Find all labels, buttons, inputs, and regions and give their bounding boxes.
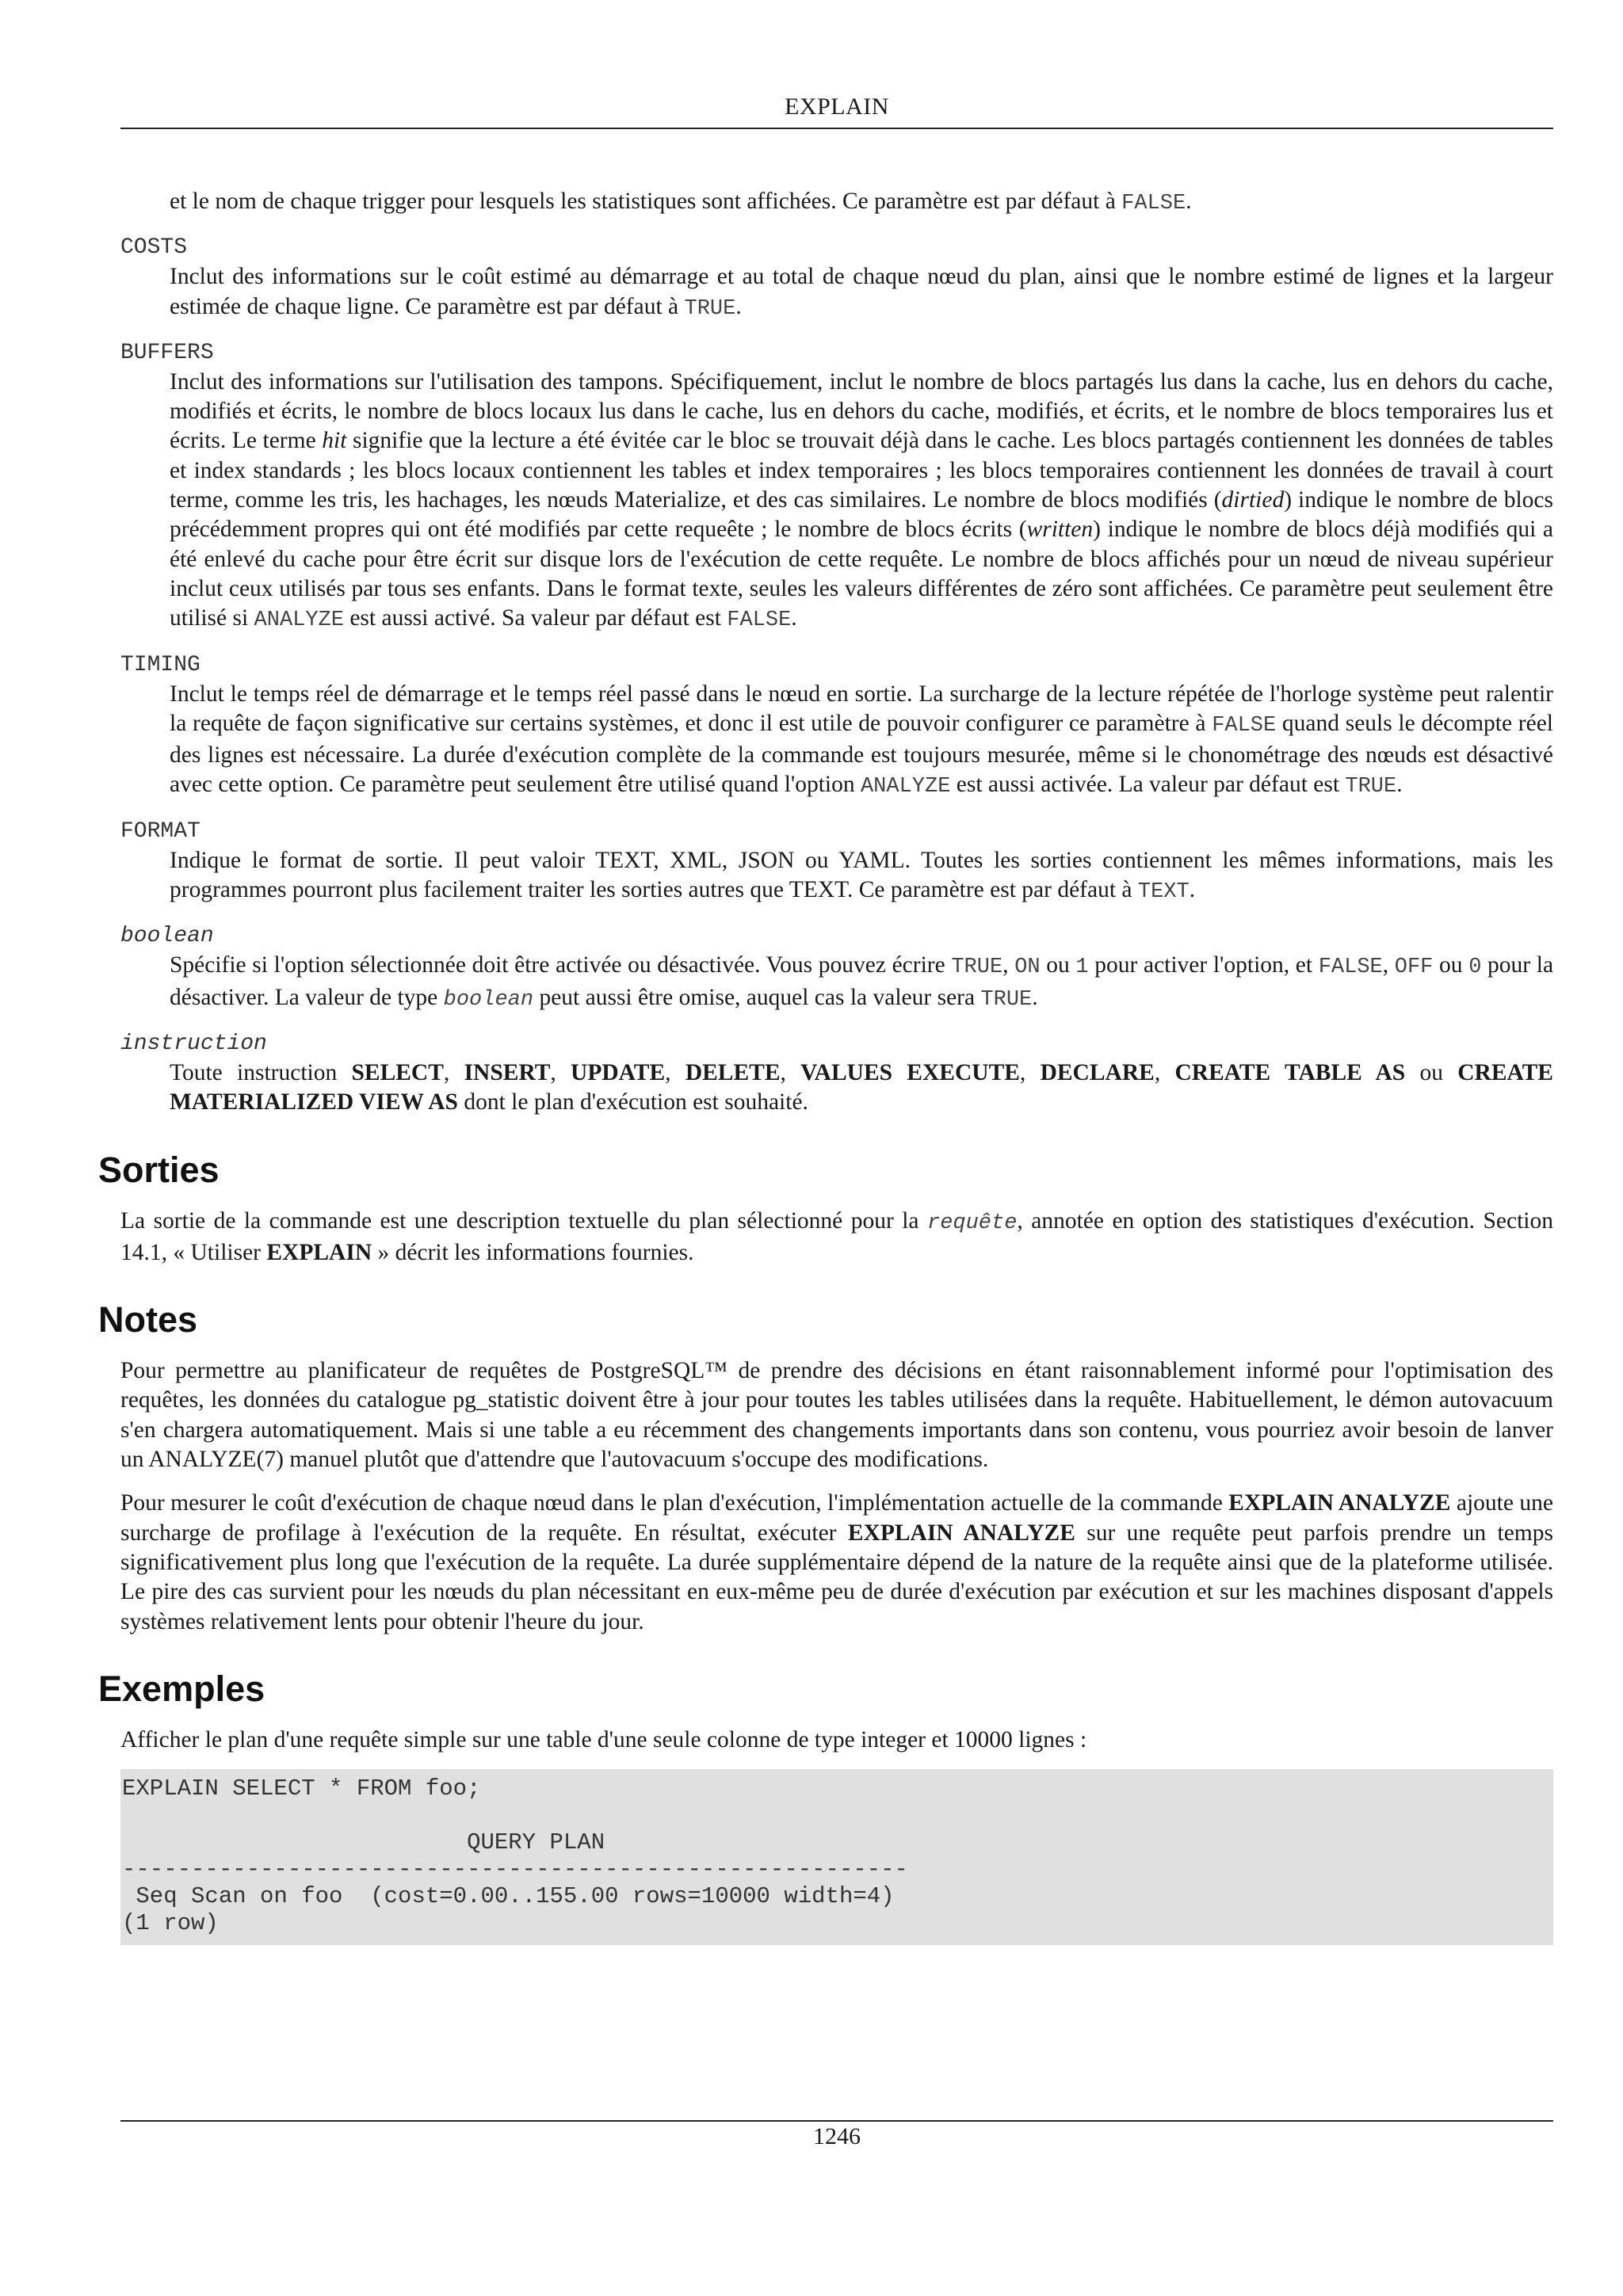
param-term-format: FORMAT bbox=[120, 818, 200, 844]
param-desc-boolean: Spécifie si l'option sélectionnée doit être activée ou désactivée. Vous pouvez écrire TRUE, ON ou 1 pour activer l'option, et FALSE, OFF ou 0 pour la désactiver. La valeur de type boolean peut aussi être omise, auquel cas la valeur sera TRUE. bbox=[170, 952, 1554, 1012]
section-heading-sorties: Sorties bbox=[98, 1149, 220, 1190]
param-term-timing: TIMING bbox=[120, 652, 200, 677]
running-header: EXPLAIN bbox=[785, 93, 889, 120]
document-page bbox=[98, 0, 1554, 2296]
notes-paragraph-2: Pour mesurer le coût d'exécution de chaque nœud dans le plan d'exécution, l'implémentation actuelle de la commande EXPLAIN ANALYZE ajoute une surcharge de profilage à l'exécution de la requête. En résultat, exécuter EXPLAIN ANALYZE sur une requête peut parfois prendre un temps significativement plus long que l'exécution de la requête. La durée supplémentaire dépend de la nature de la requête ainsi que de la plateforme utilisée. Le pire des cas survient pour les nœuds du plan nécessitant en eux-même peu de durée d'exécution par exécution et sur les machines disposant d'appels systèmes relativement lents pour obtenir l'heure du jour. bbox=[120, 1490, 1553, 1634]
param-term-boolean: boolean bbox=[120, 924, 214, 949]
page-body bbox=[98, 187, 1554, 1945]
param-term-instruction: instruction bbox=[120, 1031, 267, 1056]
param-desc-format: Indique le format de sortie. Il peut valoir TEXT, XML, JSON ou YAML. Toutes les sorties contiennent les mêmes informations, mais les programmes pourront plus facilement traiter les sorties autres que TEXT. Ce paramètre est par défaut à TEXT. bbox=[170, 847, 1553, 905]
trigger-continuation: et le nom de chaque trigger pour lesquels les statistiques sont affichées. Ce paramètre est par défaut à FALSE. bbox=[170, 189, 1192, 215]
param-term-buffers: BUFFERS bbox=[120, 340, 214, 365]
param-desc-instruction: Toute instruction SELECT, INSERT, UPDATE, DELETE, VALUES EXECUTE, DECLARE, CREATE TABLE AS ou CREATE MATERIALIZED VIEW AS dont le plan d'exécution est souhaité. bbox=[170, 1059, 1553, 1116]
exemples-intro: Afficher le plan d'une requête simple sur une table d'une seule colonne de type integer et 10000 lignes : bbox=[120, 1726, 1087, 1753]
code-example: EXPLAIN SELECT * FROM foo; QUERY PLAN --------------------------------------------------------- Seq Scan on foo (cost=0.00..155.00 rows=10000 width=4) (1 row) bbox=[120, 1769, 1553, 1945]
notes-paragraph-1: Pour permettre au planificateur de requêtes de PostgreSQL™ de prendre des décisions en étant raisonnablement informé pour l'optimisation des requêtes, les données du catalogue pg_statistic doivent être à jour pour toutes les tables utilisées dans la requête. Habituellement, le démon autovacuum s'en chargera automatiquement. Mais si une table a eu récemment des changements importants dans son contenu, vous pourriez avoir besoin de lanver un ANALYZE(7) manuel plutôt que d'attendre que l'autovacuum s'occupe des modifications. bbox=[120, 1358, 1553, 1473]
page-number: 1246 bbox=[813, 2123, 861, 2149]
param-desc-costs: Inclut des informations sur le coût estimé au démarrage et au total de chaque nœud du plan, ainsi que le nombre estimé de lignes et la largeur estimée de chaque ligne. Ce paramètre est par défaut à TRUE. bbox=[170, 264, 1553, 321]
footer-rule bbox=[120, 2120, 1553, 2122]
section-sorties bbox=[120, 1207, 1553, 1268]
section-heading-exemples: Exemples bbox=[98, 1668, 265, 1709]
sorties-paragraph: La sortie de la commande est une description textuelle du plan sélectionné pour la requête, annotée en option des statistiques d'exécution. Section 14.1, « Utiliser EXPLAIN » décrit les informations fournies. bbox=[120, 1207, 1554, 1265]
section-exemples bbox=[120, 1726, 1553, 1945]
section-heading-notes: Notes bbox=[98, 1299, 198, 1341]
param-desc-timing: Inclut le temps réel de démarrage et le temps réel passé dans le nœud en sortie. La surcharge de la lecture répétée de l'horloge système peut ralentir la requête de façon significative sur certains systèmes, et donc il est utile de pouvoir configurer ce paramètre à FALSE quand seuls le décompte réel des lignes est nécessaire. La durée d'exécution complète de la commande est toujours mesurée, même si le chonométrage des nœuds est désactivé avec cette option. Ce paramètre peut seulement être utilisé quand l'option ANALYZE est aussi activée. La valeur par défaut est TRUE. bbox=[170, 681, 1554, 799]
section-notes bbox=[120, 1356, 1553, 1637]
param-desc-buffers: Inclut des informations sur l'utilisation des tampons. Spécifiquement, inclut le nombre de blocs partagés lus dans la cache, lus en dehors du cache, modifiés et écrits, le nombre de blocs locaux lus dans le cache, lus en dehors du cache, modifiés, et écrits, et le nombre de blocs temporaires lus et écrits. Le terme hit signifie que la lecture a été évitée car le bloc se trouvait déjà dans le cache. Les blocs partagés contiennent les données de tables et index standards ; les blocs locaux contiennent les tables et index temporaires ; les blocs temporaires contiennent les données de travail à court terme, comme les tris, les hachages, les nœuds Materialize, et des cas similaires. Le nombre de blocs modifiés (dirtied) indique le nombre de blocs précédemment propres qui ont été modifiés par cette requeête ; le nombre de blocs écrits (written) indique le nombre de blocs déjà modifiés qui a été enlevé du cache pour être écrit sur disque lors de l'exécution de cette requête. Le nombre de blocs affichés pour un nœud de niveau supérieur inclut ceux utilisés par tous ses enfants. Dans le format texte, seules les valeurs différentes de zéro sont affichées. Ce paramètre peut seulement être utilisé si ANALYZE est aussi activé. Sa valeur par défaut est FALSE. bbox=[170, 368, 1554, 633]
header-rule bbox=[120, 128, 1553, 129]
param-term-costs: COSTS bbox=[120, 235, 188, 261]
